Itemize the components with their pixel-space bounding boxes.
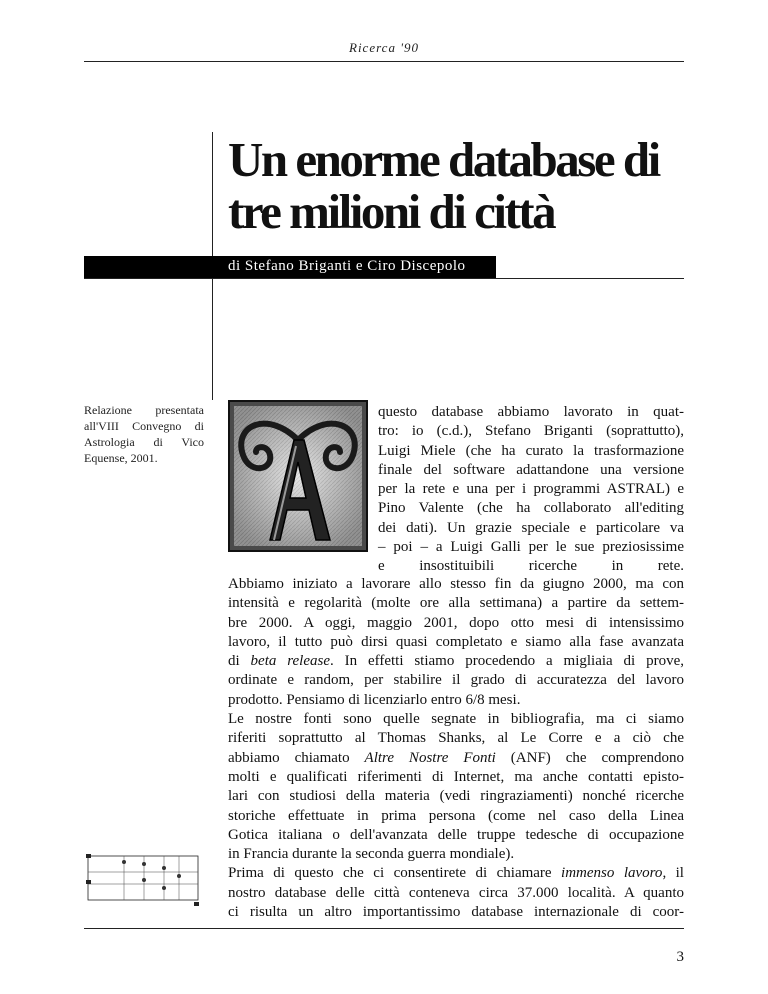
text-segment: . In effetti stiamo procedendo a migliaia di prove, (329, 653, 684, 670)
body-line: molti e qualificati riferimenti di Internet, ma anche contatti episto- (228, 768, 684, 785)
intro-line: finale del software adattandone una versione (378, 461, 684, 478)
intro-paragraph (378, 403, 684, 577)
page-number: 3 (676, 949, 684, 965)
body-line: bre 2000. A oggi, maggio 2001, dopo otto mesi di intensissimo (228, 614, 684, 631)
body-line: riferiti soprattutto al Thomas Shanks, al Le Corre e a ciò che (228, 730, 684, 747)
margin-graphic (84, 852, 202, 912)
text-segment: (ANF) che comprendono (495, 749, 684, 766)
dropcap-letter: A (297, 550, 299, 551)
body-line: in Francia durante la seconda guerra mondiale). (228, 846, 515, 863)
text-segment: abbiamo chiamato (228, 749, 365, 766)
intro-line: Pino Valente (che ha collaborato all'editing (378, 500, 684, 517)
body-line-with-emphasis (228, 864, 684, 883)
running-header: Ricerca '90 (349, 40, 419, 55)
body-line: Le nostre fonti sono quelle segnate in bibliografia, ma ci siamo (228, 711, 684, 728)
text-segment: Prima di questo che ci consentirete di chiamare (228, 865, 562, 882)
text-segment: , il (662, 865, 684, 882)
text-segment: di (228, 653, 251, 670)
article-title (228, 134, 698, 238)
body-line-with-emphasis (228, 652, 684, 671)
emphasis: Altre Nostre Fonti (364, 749, 496, 766)
byline-rule (84, 278, 684, 279)
dropcap-illustration (228, 400, 368, 552)
intro-line: Luigi Miele (che ha curato la trasformazione (378, 442, 684, 459)
intro-line: tro: io (c.d.), Stefano Briganti (soprattutto), (378, 423, 684, 440)
header-rule (84, 61, 684, 62)
body-line-with-emphasis (228, 749, 684, 768)
side-note: Relazione presentata all'VIII Convegno di Astrologia di Vico Equense, 2001. (84, 403, 204, 465)
title-line-1: Un enorme database di (228, 132, 659, 187)
body-line: Abbiamo iniziato a lavorare allo stesso fin da giugno 2000, ma con (228, 576, 684, 592)
body-line: storiche effettuate in prima persona (come nel caso della Linea (228, 807, 684, 824)
title-line-2: tre milioni di città (228, 184, 555, 239)
body-line: nostro database delle città conteneva circa 37.000 località. A quanto (228, 884, 684, 901)
intro-line: per la rete e una per i programmi ASTRAL) e (378, 481, 684, 498)
dropcap-svg (228, 400, 368, 552)
byline: di Stefano Briganti e Ciro Discepolo (228, 258, 466, 274)
intro-line: questo database abbiamo lavorato in quat- (378, 404, 684, 420)
body-text (228, 575, 684, 922)
body-line: lari con studiosi della materia (vedi ringraziamenti) nonché ricerche (228, 788, 684, 805)
body-line: prodotto. Pensiamo di licenziarlo entro 6/8 mesi. (228, 691, 521, 708)
body-line: ci risulta un altro importantissimo database internazionale di coor- (228, 904, 684, 921)
body-line: Gotica italiana o dell'avanzata delle truppe tedesche di occupazione (228, 826, 684, 843)
body-line: intensità e regolarità (molte ore alla settimana) a partire da settem- (228, 595, 684, 612)
body-line: lavoro, il tutto può dirsi quasi completato e siamo alla fase avanzata (228, 633, 684, 650)
intro-line: dei dati). Un grazie speciale e particolare va (378, 519, 684, 536)
footer-rule (84, 928, 684, 929)
emphasis: beta release (250, 653, 330, 670)
intro-line: e insostituibili ricerche in rete. (378, 558, 684, 575)
intro-line: – poi – a Luigi Galli per le sue preziosissime (378, 539, 684, 556)
body-line: ordinate e random, per stabilire il grado di accuratezza del lavoro (228, 672, 684, 689)
emphasis: immenso lavoro (561, 865, 663, 882)
